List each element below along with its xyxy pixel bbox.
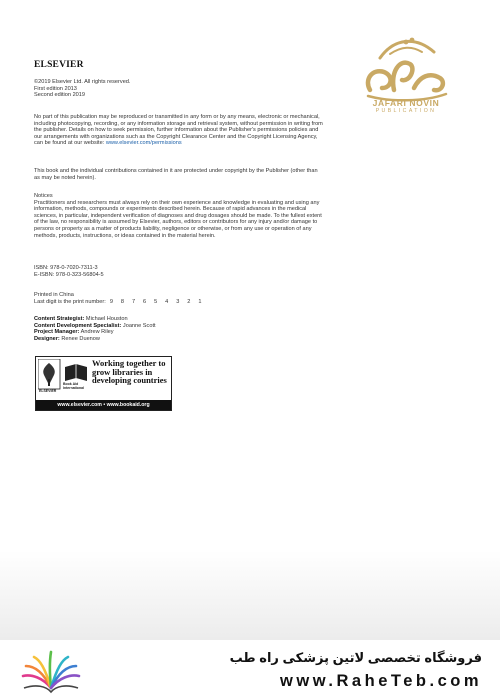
- credit-row: [34, 323, 324, 330]
- second-edition-line: Second edition 2019: [34, 92, 86, 99]
- bookaid-urls[interactable]: www.elsevier.com • www.bookaid.org: [36, 400, 171, 410]
- isbn: ISBN: 978-0-7020-7311-3: [34, 265, 98, 271]
- credit-role: Content Development Specialist:: [34, 322, 122, 329]
- open-book-rainbow-icon: [20, 648, 82, 696]
- credit-row: [34, 336, 324, 343]
- notices-heading: Notices: [34, 193, 53, 199]
- book-aid-box: [35, 356, 172, 411]
- publisher-name: ELSEVIER: [34, 60, 84, 70]
- copyright-block: [34, 79, 324, 99]
- credit-name: Renee Duenow: [61, 335, 100, 342]
- credit-role: Project Manager:: [34, 329, 80, 336]
- credit-name: Joanne Scott: [122, 322, 156, 329]
- credit-role: Designer:: [34, 335, 60, 342]
- notices-block: [34, 193, 324, 239]
- store-title: فروشگاه تخصصی لاتین پزشکی راه طب: [229, 650, 482, 665]
- logo-name: JAFARI NOVIN: [372, 98, 440, 108]
- elsevier-mini-label: ELSEVIER: [39, 389, 57, 393]
- credit-name: Michael Houston: [85, 316, 128, 322]
- credit-name: Andrew Riley: [80, 329, 114, 336]
- first-edition-line: First edition 2013: [34, 85, 77, 92]
- print-number-label: Last digit is the print number:: [34, 298, 106, 305]
- credits-block: [34, 316, 324, 342]
- store-url[interactable]: www.RaheTeb.com: [280, 672, 482, 690]
- permission-block: [34, 114, 324, 147]
- print-digits: 9 8 7 6 5 4 3 2 1: [109, 298, 205, 305]
- bookaid-tagline: Working together to grow libraries in developing countries: [92, 358, 167, 385]
- notices-text: Practitioners and researchers must always rely on their own experience and knowledge in evaluating and using any information, methods, compounds or experiments described herein. Because of rapid advances in the medical sciences, in particular, independent verification of diagnoses and drug dosages should be made. To the fullest extent of the law, no responsibility is assumed by Elsevier, authors, editors or contributors for any injury and/or damage to persons or property as a matter of products liability, negligence or otherwise, or from any use or operation of any methods, products, instructions, or ideas contained in the material herein.: [34, 199, 322, 239]
- printed-in: Printed in China: [34, 292, 74, 298]
- isbn-block: [34, 265, 324, 278]
- permissions-link[interactable]: www.elsevier.com/permissions: [105, 140, 182, 147]
- protected-block: [34, 168, 324, 181]
- credit-row: [34, 329, 324, 336]
- copyright-line: ©2019 Elsevier Ltd. All rights reserved.: [34, 79, 131, 85]
- bookaid-mini-label: Book Aid International: [63, 382, 85, 390]
- protected-text: This book and the individual contributions contained in it are protected under copyright by the Publisher (other than as may be noted herein).: [34, 168, 318, 181]
- logo-subtitle: PUBLICATION: [375, 108, 437, 114]
- permission-text: No part of this publication may be reproduced or transmitted in any form or by any means, electronic or mechanical, including photocopying, recording, or any information storage and retrieval system, without permission in writing from the publisher. Details on how to seek permission, further information about the Publisher's permissions policies and our arrangements with organizations such as the Copyright Clearance Center and the Copyright Licensing Agency, can be found at our website:: [34, 114, 323, 147]
- eisbn: E-ISBN: 978-0-323-56804-5: [34, 271, 104, 278]
- credit-row: [34, 316, 324, 323]
- bottom-banner: [0, 640, 500, 700]
- printing-block: [34, 292, 324, 305]
- credit-role: Content Strategist:: [34, 316, 85, 322]
